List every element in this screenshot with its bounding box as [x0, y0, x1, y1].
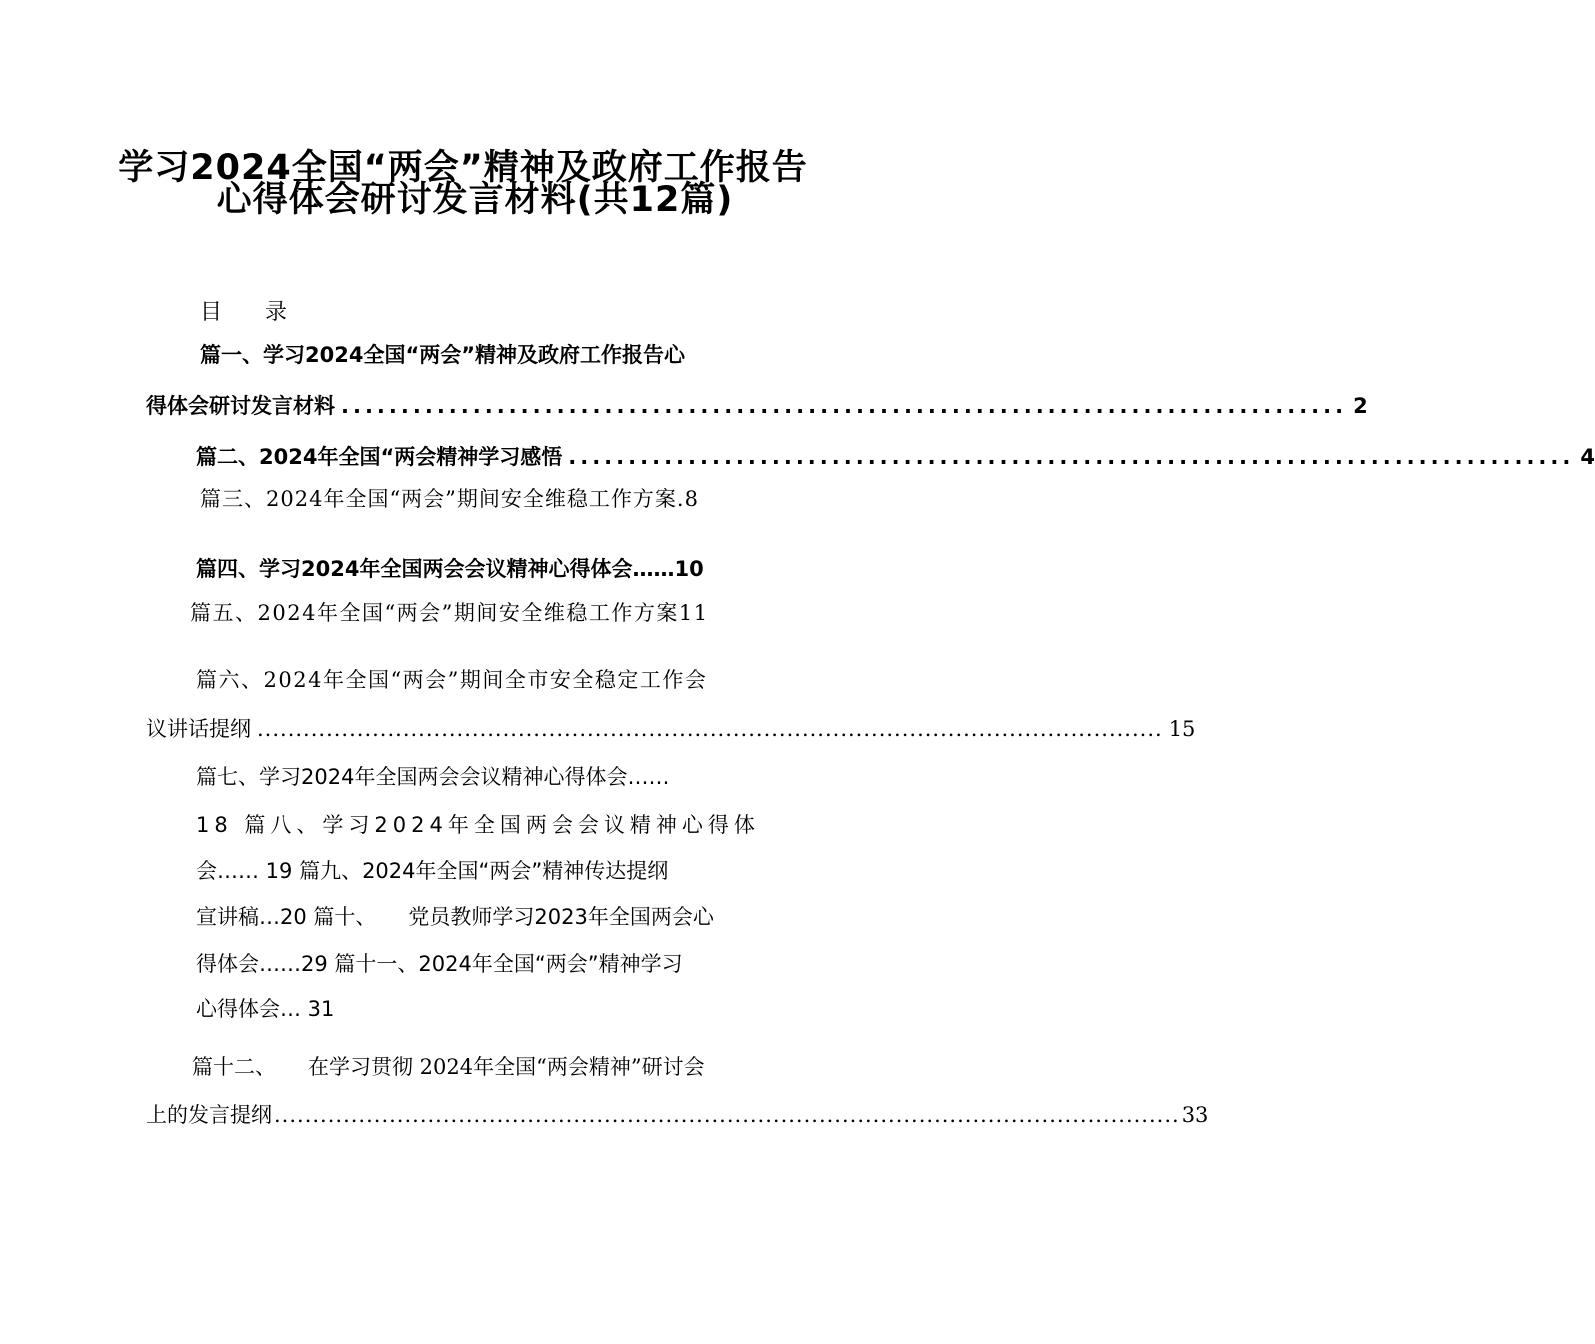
toc-entry-2[interactable] [196, 442, 1595, 472]
toc-block-line-3[interactable]: 会…… 19 篇九、2024年全国“两会”精神传达提纲 [196, 859, 669, 883]
toc-entry-6-page: 15 [1168, 717, 1196, 741]
toc-entry-3-text: 篇三、2024年全国“两会”期间安全维稳工作方案. [200, 487, 685, 511]
toc-entry-12-text: 在学习贯彻 2024年全国“两会精神”研讨会 [308, 1055, 705, 1079]
document-title-line-2: 心得体会研讨发言材料(共12篇) [216, 180, 734, 220]
toc-block-line-5[interactable]: 得体会……29 篇十一、2024年全国“两会”精神学习 [196, 952, 683, 976]
toc-entry-3[interactable] [200, 484, 808, 514]
toc-leader-dots: ...................................................................................................................... [274, 1103, 1180, 1127]
toc-entry-6-line-2[interactable] [146, 714, 1196, 744]
toc-entry-6-line-1[interactable]: 篇六、2024年全国“两会”期间全市安全稳定工作会 [196, 668, 708, 692]
toc-entry-4-text: 篇四、学习2024年全国两会会议精神心得体会…… [196, 557, 675, 581]
toc-heading: 目 录 [200, 300, 305, 325]
document-title-line-1: 学习2024全国“两会”精神及政府工作报告 [118, 148, 808, 188]
toc-entry-4-page: 10 [674, 557, 704, 581]
toc-entry-3-page: 8 [684, 487, 699, 511]
toc-entry-5[interactable] [190, 598, 810, 628]
toc-entry-5-page: 11 [678, 601, 709, 625]
toc-entry-12-text-2: 上的发言提纲 [146, 1103, 272, 1127]
toc-entry-4[interactable] [196, 554, 806, 584]
toc-entry-1-text: 得体会研讨发言材料 [146, 394, 335, 418]
toc-leader-dots: ...................................................................................................................... [257, 717, 1163, 741]
toc-block-line-4a: 宣讲稿…20 篇十、 [196, 905, 377, 929]
toc-entry-1-line-2[interactable] [146, 391, 1368, 421]
toc-block-line-2[interactable]: 18 篇八、学习2024年全国两会会议精神心得体 [196, 813, 760, 837]
toc-leader-dots: .................................................................................... [341, 394, 1348, 418]
toc-entry-2-text: 2024年全国“两会精神学习感悟 [259, 445, 563, 469]
toc-block-line-1[interactable]: 篇七、学习2024年全国两会会议精神心得体会…… [196, 765, 670, 789]
toc-block-line-4b: 党员教师学习2023年全国两会心 [408, 905, 714, 929]
toc-entry-6-text: 议讲话提纲 [146, 717, 251, 741]
toc-entry-12-line-1[interactable] [192, 1052, 705, 1082]
toc-entry-2-prefix: 篇二、 [196, 445, 259, 469]
toc-entry-12-line-2[interactable] [146, 1100, 1209, 1130]
toc-entry-1-line-1[interactable]: 篇一、学习2024全国“两会”精神及政府工作报告心 [200, 343, 686, 367]
toc-leader-dots: .................................................................................... [568, 445, 1575, 469]
toc-entry-12-page: 33 [1181, 1103, 1209, 1127]
toc-entry-12-prefix: 篇十二、 [192, 1055, 276, 1079]
toc-entry-2-page: 4 [1580, 445, 1595, 469]
toc-entry-5-text: 篇五、2024年全国“两会”期间安全维稳工作方案 [190, 601, 679, 625]
toc-entry-1-page: 2 [1353, 394, 1368, 418]
toc-block-line-4[interactable] [196, 902, 714, 932]
toc-block-line-6[interactable]: 心得体会… 31 [196, 997, 335, 1021]
